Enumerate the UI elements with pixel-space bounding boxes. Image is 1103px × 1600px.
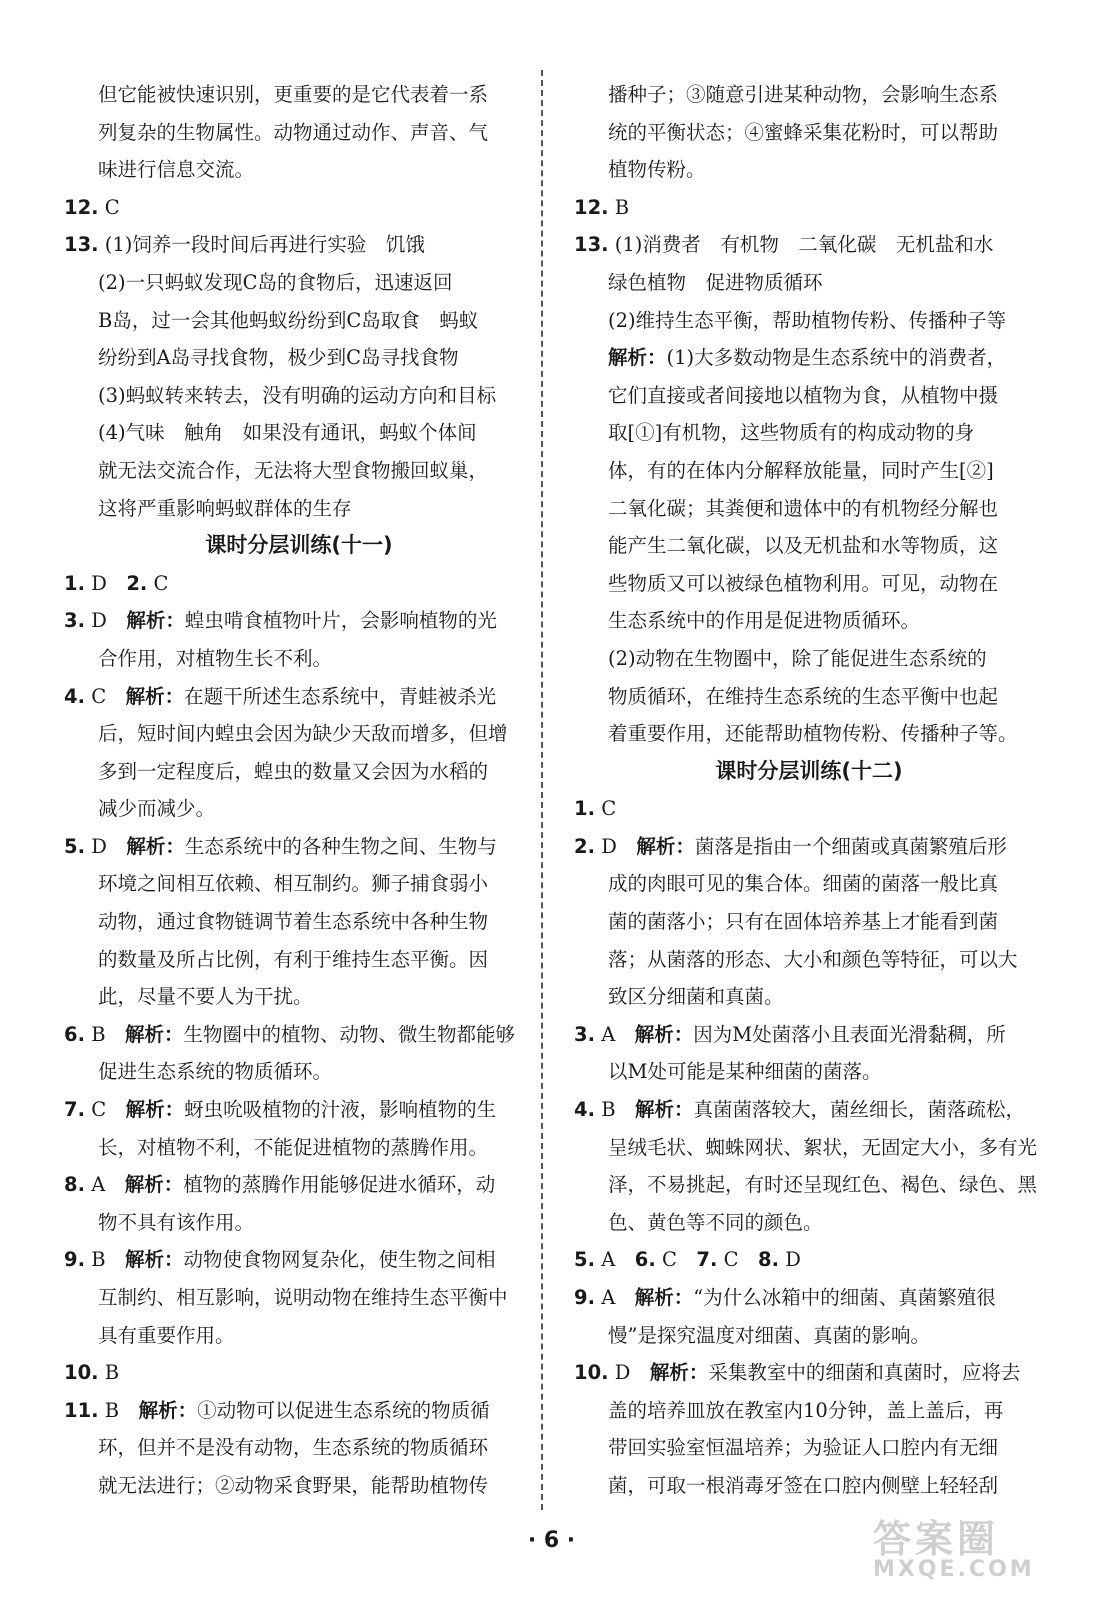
section-heading: 课时分层训练(十一) — [205, 533, 393, 558]
question-number: 5. — [64, 834, 85, 858]
analysis-label: 解析： — [634, 1022, 694, 1046]
text-line: 取[①]有机物，这些物质有的构成动物的身 — [608, 421, 975, 445]
text-line: 纷纷到A岛寻找食物，极少到C岛寻找食物 — [98, 346, 459, 370]
analysis-label: 解析： — [636, 834, 695, 858]
watermark-text-bottom: MXQE.COM — [873, 1557, 1035, 1582]
left-column — [64, 76, 534, 1505]
question-number: 13. — [64, 233, 99, 257]
answer-text: A — [601, 1022, 635, 1046]
question-number: 11. — [64, 1398, 99, 1422]
text-line: 环境之间相互依赖、相互制约。狮子捕食弱小 — [98, 872, 489, 896]
analysis-text: 在题干所述生态系统中，青蛙被杀光 — [184, 684, 497, 708]
analysis-label: 解析： — [124, 1173, 184, 1197]
text-line: 物质循环，在维持生态系统的生态平衡中也起 — [608, 684, 999, 708]
answer-item — [64, 828, 534, 866]
answer-text: A — [91, 1173, 125, 1197]
analysis-text: 生态系统中的各种生物之间、生物与 — [184, 834, 497, 858]
analysis-line — [574, 339, 1044, 377]
answer-item — [64, 226, 534, 264]
text-line: 长，对植物不利，不能促进植物的蒸腾作用。 — [98, 1135, 489, 1159]
right-column — [574, 76, 1044, 1505]
answer-text: B — [614, 195, 630, 219]
text-line: 具有重要作用。 — [98, 1323, 235, 1347]
question-number: 1. — [574, 797, 595, 821]
analysis-text: 生物圈中的植物、动物、微生物都能够 — [183, 1022, 516, 1046]
answer-text: B — [601, 1098, 636, 1122]
text-line: 落；从菌落的形态、大小和颜色等特征，可以大 — [608, 947, 1018, 971]
text-line: (2)维持生态平衡，帮助植物传粉、传播种子等 — [608, 308, 1007, 332]
question-number: 3. — [64, 609, 85, 633]
column-divider — [541, 70, 543, 1510]
analysis-label: 解析： — [125, 1248, 184, 1272]
answer-item — [64, 565, 534, 603]
answer-text: D — [91, 571, 127, 595]
text-line: 带回实验室恒温培养；为验证人口腔内有无细 — [608, 1436, 999, 1460]
text-line: 后，短时间内蝗虫会因为缺少天敌而增多，但增 — [98, 722, 508, 746]
answer-text: (1)消费者 有机物 二氧化碳 无机盐和水 — [614, 233, 994, 257]
text-line: 盖的培养皿放在教室内10分钟，盖上盖后，再 — [608, 1398, 1004, 1422]
question-number: 5. — [574, 1248, 595, 1272]
text-line: 促进生态系统的物质循环。 — [98, 1060, 333, 1084]
question-number: 3. — [574, 1022, 595, 1046]
text-line: 着重要作用，还能帮助植物传粉、传播种子等。 — [608, 722, 1018, 746]
analysis-text: 采集教室中的细菌和真菌时，应将去 — [708, 1361, 1021, 1385]
text-line: 这将严重影响蚂蚁群体的生存 — [98, 496, 352, 520]
text-line: 多到一定程度后，蝗虫的数量又会因为水稻的 — [98, 759, 489, 783]
analysis-label: 解析： — [126, 609, 185, 633]
question-number: 6. — [64, 1022, 85, 1046]
page-number: · 6 · — [527, 1528, 576, 1553]
answer-text: D — [91, 834, 127, 858]
answer-text: C — [661, 1248, 677, 1272]
answer-text: B — [104, 1361, 120, 1385]
analysis-text: 菌落是指由一个细菌或真菌繁殖后形 — [694, 834, 1007, 858]
text-line: 物不具有该作用。 — [98, 1210, 255, 1234]
question-number: 13. — [574, 233, 609, 257]
answer-item — [574, 828, 1044, 866]
text-line: (2)动物在生物圈中，除了能促进生态系统的 — [608, 646, 987, 670]
text-line: (4)气味 触角 如果没有通讯，蚂蚁个体间 — [98, 421, 477, 445]
text-line: 动物，通过食物链调节着生态系统中各种生物 — [98, 910, 489, 934]
question-number: 8. — [758, 1248, 780, 1272]
question-number: 12. — [574, 195, 609, 219]
answer-text: D — [785, 1248, 801, 1272]
answer-item — [574, 1354, 1044, 1392]
text-line: 生态系统中的作用是促进物质循环。 — [608, 609, 921, 633]
text-line: 些物质又可以被绿色植物利用。可见，动物在 — [608, 571, 999, 595]
analysis-label: 解析： — [634, 1286, 694, 1309]
text-line: 列复杂的生物属性。动物通过动作、声音、气 — [98, 120, 489, 144]
question-number: 4. — [64, 684, 85, 708]
text-line: 致区分细菌和真菌。 — [608, 985, 784, 1009]
text-line: 二氧化碳；其粪便和遗体中的有机物经分解也 — [608, 496, 999, 520]
answer-item — [574, 790, 1044, 828]
text-line: 慢”是探究温度对细菌、真菌的影响。 — [608, 1323, 930, 1347]
answer-item-group — [574, 1241, 1044, 1279]
text-line: 色、黄色等不同的颜色。 — [608, 1210, 823, 1234]
answer-text: B — [91, 1022, 126, 1046]
text-line: 的数量及所占比例，有利于维持生态平衡。因 — [98, 947, 489, 971]
text-line: (3)蚂蚁转来转去，没有明确的运动方向和目标 — [98, 383, 497, 407]
analysis-text: ①动物可以促进生态系统的物质循 — [197, 1398, 490, 1422]
answer-item — [574, 1279, 1044, 1317]
question-number: 9. — [574, 1286, 595, 1309]
analysis-label: 解析： — [608, 346, 667, 370]
analysis-label: 解析： — [635, 1098, 694, 1122]
answer-item — [64, 1241, 534, 1279]
answer-text: C — [601, 797, 617, 821]
question-number: 10. — [574, 1361, 609, 1385]
text-line: 合作用，对植物生长不利。 — [98, 646, 333, 670]
answer-text: D — [601, 834, 637, 858]
analysis-text: “为什么冰箱中的细菌、真菌繁殖很 — [693, 1286, 996, 1309]
answer-text: (1)饲养一段时间后再进行实验 饥饿 — [104, 233, 425, 257]
section-heading: 课时分层训练(十二) — [715, 758, 903, 783]
text-line: B岛，过一会其他蚂蚁纷纷到C岛取食 蚂蚁 — [98, 308, 479, 332]
question-number: 7. — [696, 1248, 718, 1272]
text-line: 播种子；③随意引进某种动物，会影响生态系 — [608, 83, 999, 106]
text-line: (2)一只蚂蚁发现C岛的食物后，迅速返回 — [98, 270, 453, 294]
text-line: 菌的菌落小；只有在固体培养基上才能看到菌 — [608, 910, 999, 934]
analysis-text: 真菌菌落较大，菌丝细长，菌落疏松， — [693, 1098, 1026, 1122]
text-line: 以M处可能是某种细菌的菌落。 — [608, 1060, 882, 1084]
text-line: 绿色植物 促进物质循环 — [608, 270, 823, 294]
question-number: 7. — [64, 1098, 85, 1122]
answer-item — [64, 189, 534, 227]
analysis-text: (1)大多数动物是生态系统中的消费者， — [666, 346, 1007, 370]
question-number: 6. — [634, 1248, 656, 1272]
question-number: 4. — [574, 1098, 595, 1122]
question-number: 8. — [64, 1173, 85, 1197]
answer-item — [64, 1354, 534, 1392]
question-number: 2. — [126, 571, 148, 595]
text-line: 统的平衡状态；④蜜蜂采集花粉时，可以帮助 — [608, 120, 999, 144]
analysis-label: 解析： — [125, 684, 185, 708]
text-line: 能产生二氧化碳，以及无机盐和水等物质，这 — [608, 534, 999, 558]
question-number: 10. — [64, 1361, 99, 1385]
answer-text: D — [91, 609, 127, 633]
analysis-label: 解析： — [138, 1398, 198, 1422]
answer-text: C — [104, 195, 120, 219]
analysis-text: 因为M处菌落小且表面光滑黏稠，所 — [693, 1022, 1006, 1046]
analysis-text: 蚜虫吮吸植物的汁液，影响植物的生 — [184, 1098, 497, 1122]
text-line: 就无法交流合作，无法将大型食物搬回蚁巢， — [98, 458, 489, 482]
text-line: 体，有的在体内分解释放能量，同时产生[②] — [608, 458, 994, 482]
analysis-text: 植物的蒸腾作用能够促进水循环，动 — [183, 1173, 496, 1197]
text-line: 环，但并不是没有动物，生态系统的物质循环 — [98, 1436, 489, 1460]
text-line: 它们直接或者间接地以植物为食，从植物中摄 — [608, 383, 999, 407]
question-number: 1. — [64, 571, 85, 595]
text-line: 此，尽量不要人为干扰。 — [98, 985, 313, 1009]
answer-item — [64, 602, 534, 640]
analysis-label: 解析： — [649, 1361, 709, 1385]
watermark-text-top: 答案圈 — [873, 1517, 1000, 1561]
answer-text: A — [601, 1286, 635, 1309]
question-number: 2. — [574, 834, 595, 858]
answer-text: B — [91, 1248, 126, 1272]
text-line: 泽，不易挑起，有时还呈现红色、褐色、绿色、黑 — [608, 1173, 1038, 1197]
text-line: 植物传粉。 — [608, 158, 706, 182]
answer-text: B — [104, 1398, 139, 1422]
analysis-label: 解析： — [125, 1022, 184, 1046]
analysis-label: 解析： — [125, 1098, 185, 1122]
text-line: 但它能被快速识别，更重要的是它代表着一系 — [98, 83, 489, 106]
text-line: 减少而减少。 — [98, 797, 216, 821]
answer-text: C — [153, 571, 169, 595]
answer-text: D — [614, 1361, 650, 1385]
answer-text: C — [91, 1098, 126, 1122]
watermark-logo — [873, 1508, 1083, 1588]
answer-item — [574, 1016, 1044, 1054]
answer-text: C — [91, 684, 126, 708]
answer-item — [64, 1091, 534, 1129]
answer-text: C — [723, 1248, 739, 1272]
text-line: 呈绒毛状、蜘蛛网状、絮状，无固定大小，多有光 — [608, 1135, 1038, 1159]
text-line: 就无法进行；②动物采食野果，能帮助植物传 — [98, 1473, 489, 1497]
answer-item — [574, 226, 1044, 264]
answer-text: A — [601, 1248, 616, 1272]
text-line: 味进行信息交流。 — [98, 158, 255, 182]
question-number: 12. — [64, 195, 99, 219]
answer-item — [64, 678, 534, 716]
text-line: 互制约、相互影响，说明动物在维持生态平衡中 — [98, 1286, 508, 1309]
answer-item — [574, 1091, 1044, 1129]
analysis-label: 解析： — [126, 834, 185, 858]
question-number: 9. — [64, 1248, 85, 1272]
analysis-text: 动物使食物网复杂化，使生物之间相 — [183, 1248, 496, 1272]
answer-item — [64, 1166, 534, 1204]
answer-item — [64, 1392, 534, 1430]
answer-item — [64, 1016, 534, 1054]
answer-item — [574, 189, 1044, 227]
analysis-text: 蝗虫啃食植物叶片，会影响植物的光 — [184, 609, 497, 633]
text-line: 成的肉眼可见的集合体。细菌的菌落一般比真 — [608, 872, 999, 896]
text-line: 菌，可取一根消毒牙签在口腔内侧壁上轻轻刮 — [608, 1473, 999, 1497]
